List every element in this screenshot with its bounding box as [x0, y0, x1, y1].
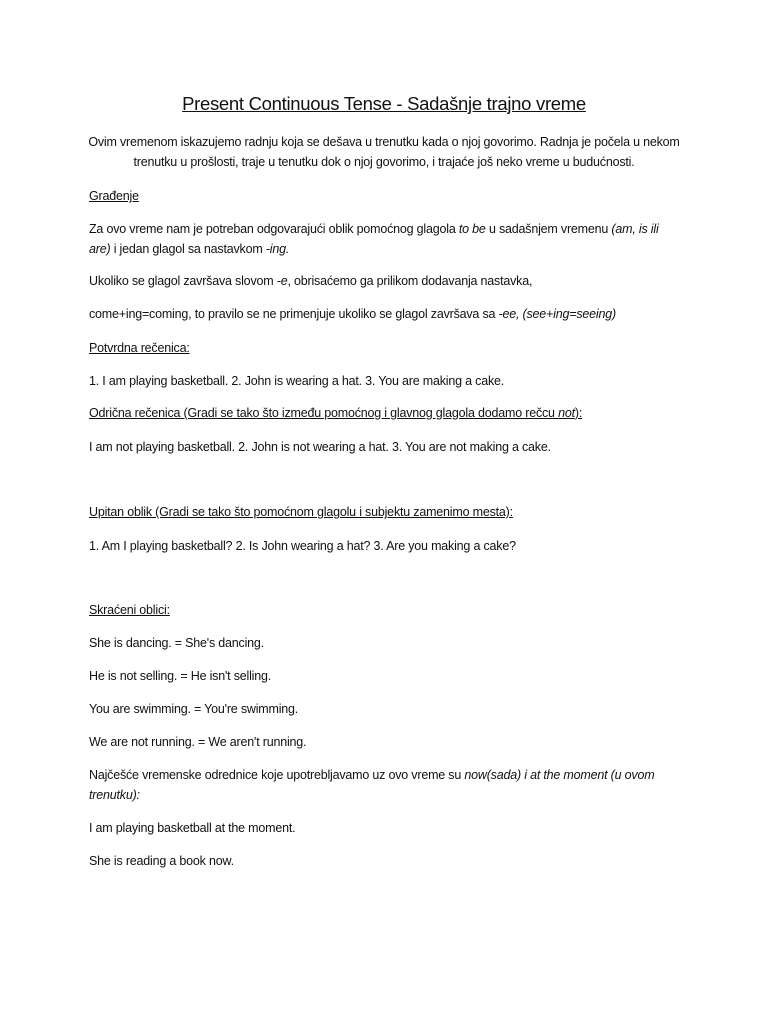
contraction-item: We are not running. = We aren't running.: [89, 735, 307, 749]
text-run: come+ing=coming, to pravilo se ne primenjuje ukoliko se glagol završava sa: [89, 307, 499, 321]
italic-run: not: [558, 406, 575, 420]
italic-run: -ee, (see+ing=seeing): [498, 307, 616, 321]
text-run: u sadašnjem vremenu: [485, 222, 612, 236]
text-run: Najčešće vremenske odrednice koje upotrebljavamo uz ovo vreme su: [89, 768, 465, 782]
odricna-examples: I am not playing basketball. 2. John is not wearing a hat. 3. You are not making a cake.: [89, 440, 551, 454]
time-expression-example: She is reading a book now.: [89, 854, 234, 868]
gradjenje-paragraph-2: [89, 271, 679, 291]
italic-run: now(sada) i at the moment (u ovom trenutku):: [89, 768, 655, 802]
section-heading-upitan: Upitan oblik (Gradi se tako što pomoćnom glagolu i subjektu zamenimo mesta):: [89, 505, 513, 519]
potvrdna-examples: 1. I am playing basketball. 2. John is wearing a hat. 3. You are making a cake.: [89, 374, 505, 388]
italic-run: -e: [276, 274, 288, 288]
text-run: Ukoliko se glagol završava slovom: [89, 274, 277, 288]
gradjenje-paragraph-1: [89, 219, 679, 259]
text-run: ):: [574, 406, 583, 420]
contraction-item: He is not selling. = He isn't selling.: [89, 669, 272, 683]
time-expression-example: I am playing basketball at the moment.: [89, 821, 296, 835]
section-heading-potvrdna: Potvrdna rečenica:: [89, 341, 190, 355]
section-heading-skraceni: Skraćeni oblici:: [89, 603, 170, 617]
text-run: i jedan glagol sa nastavkom: [110, 242, 266, 256]
time-expressions-paragraph: [89, 765, 679, 805]
text-run: Za ovo vreme nam je potreban odgovarajući oblik pomoćnog glagola: [89, 222, 459, 236]
text-run: , obrisaćemo ga prilikom dodavanja nastavka,: [287, 274, 533, 288]
section-heading-gradjenje: Građenje: [89, 189, 139, 203]
italic-run: to be: [458, 222, 486, 236]
contraction-item: She is dancing. = She's dancing.: [89, 636, 264, 650]
section-heading-odricna: [89, 403, 679, 423]
gradjenje-paragraph-3: [89, 304, 679, 324]
upitan-examples: 1. Am I playing basketball? 2. Is John wearing a hat? 3. Are you making a cake?: [89, 539, 516, 553]
contraction-item: You are swimming. = You're swimming.: [89, 702, 299, 716]
italic-run: -ing.: [265, 242, 290, 256]
text-run: Odrična rečenica (Gradi se tako što između pomoćnog i glavnog glagola dodamo rečcu: [89, 406, 559, 420]
intro-paragraph: Ovim vremenom iskazujemo radnju koja se dešava u trenutku kada o njoj govorimo. Radnja je počela u nekom trenutku u prošlosti, traje u tenutku dok o njoj govorimo, i trajaće još neko vreme u budućnosti.: [88, 135, 680, 169]
italic-run: (am, is ili are): [89, 222, 659, 256]
page-title: Present Continuous Tense - Sadašnje trajno vreme: [182, 93, 586, 114]
